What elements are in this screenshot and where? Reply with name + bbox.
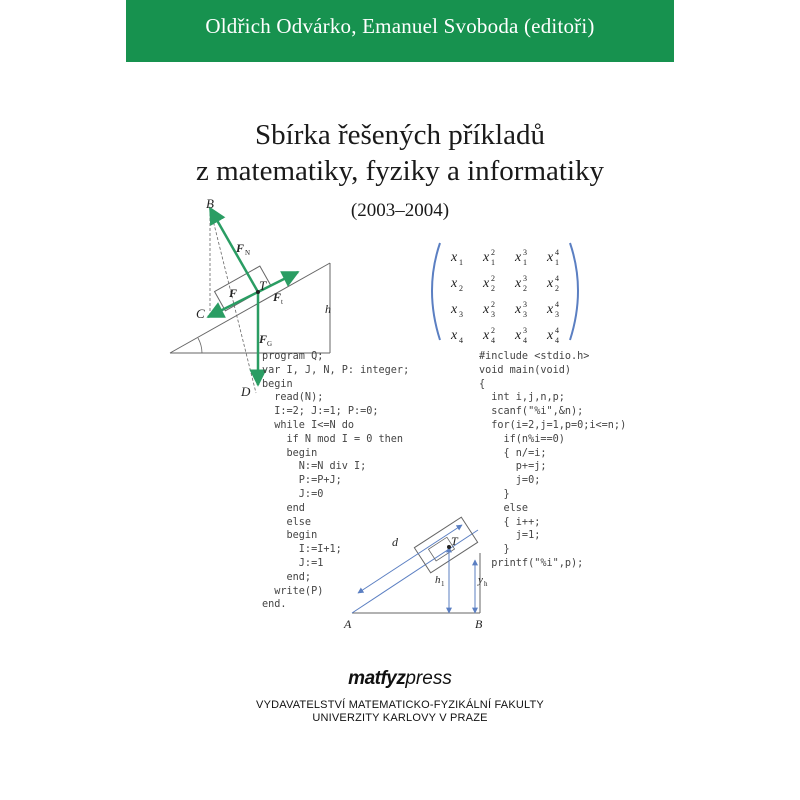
matrix-cell-subscript: 3: [555, 310, 559, 319]
matrix-cell: x: [547, 250, 554, 265]
label-d: d: [392, 535, 398, 549]
matrix-cell-exponent: 2: [491, 300, 495, 309]
matrix-cell-exponent: 4: [555, 248, 559, 257]
matrix-cell: x: [451, 250, 458, 265]
label-h1-sub: 1: [441, 580, 445, 588]
matrix-cell: x: [547, 276, 554, 291]
faculty-line-2: UNIVERZITY KARLOVY V PRAZE: [312, 712, 488, 724]
matrix-cell: x: [515, 276, 522, 291]
matrix-cell-subscript: 4: [459, 336, 463, 345]
matrix-cell: x: [515, 328, 522, 343]
label-D: D: [241, 384, 251, 399]
matrix-cell: x: [547, 328, 554, 343]
matrix-cell: x: [515, 302, 522, 317]
matrix-cell-subscript: 1: [555, 258, 559, 267]
label-B: B: [206, 196, 214, 211]
matrix-cell-subscript: 3: [523, 310, 527, 319]
label-A: A: [344, 617, 352, 631]
matrix-cell-exponent: 3: [523, 248, 527, 257]
book-title-line-1: Sbírka řešených příkladů: [255, 119, 545, 151]
label-FG-sub: G: [267, 340, 273, 348]
label-C: C: [196, 306, 205, 321]
matrix-cell-subscript: 3: [491, 310, 495, 319]
matrix-cell-subscript: 2: [555, 284, 559, 293]
matrix-cell: x: [547, 302, 554, 317]
label-F: F: [229, 286, 238, 300]
matrix-cell-exponent: 3: [523, 274, 527, 283]
matrix-cell-exponent: 2: [491, 274, 495, 283]
publisher-logo: [126, 668, 674, 690]
matrix-cell-exponent: 2: [491, 326, 495, 335]
matrix-cell: x: [483, 250, 490, 265]
matrix-cell: x: [451, 302, 458, 317]
label-Ft: F: [273, 290, 282, 304]
c-code: #include <stdio.h> void main(void) { int i,j,n,p; scanf("%i",&n); for(i=2,j=1,p=0;i<=n;) if(n%i==0) { n/=i; p+=j; j=0; } else { i++; j=1; } printf("%i",p);: [479, 351, 627, 569]
label-h1: h: [435, 574, 441, 586]
faculty-line-1: VYDAVATELSTVÍ MATEMATICKO-FYZIKÁLNÍ FAKULTY: [256, 699, 544, 711]
matrix-cell-subscript: 1: [459, 258, 463, 267]
matrix-cell-subscript: 1: [523, 258, 527, 267]
matrix-cell-exponent: 4: [555, 326, 559, 335]
matrix-cell: x: [515, 250, 522, 265]
matrix-cell-subscript: 2: [491, 284, 495, 293]
matrix-cell-subscript: 2: [523, 284, 527, 293]
label-FN-sub: N: [245, 249, 251, 257]
matrix-cell-subscript: 4: [523, 336, 527, 345]
label-FN: F: [236, 241, 245, 255]
matrix: [432, 243, 578, 345]
label-yh: y: [478, 574, 483, 586]
editors-line: Oldřich Odvárko, Emanuel Svoboda (editoři): [205, 14, 595, 38]
matrix-cell-exponent: 3: [523, 300, 527, 309]
matrix-cell-subscript: 1: [491, 258, 495, 267]
matrix-cell-exponent: 3: [523, 326, 527, 335]
publisher-bold: matfyz: [348, 668, 406, 689]
matrix-cell-subscript: 2: [459, 284, 463, 293]
publisher-italic: press: [405, 668, 452, 689]
matrix-cell-subscript: 3: [459, 310, 463, 319]
label-Ft-sub: t: [281, 298, 283, 306]
book-years: (2003–2004): [350, 200, 450, 221]
matrix-cell-subscript: 4: [555, 336, 559, 345]
label-yh-sub: h: [484, 580, 488, 588]
matrix-cell-subscript: 4: [491, 336, 495, 345]
label-h: h: [325, 302, 331, 316]
label-FG: F: [259, 332, 268, 346]
label-T-incline: T: [451, 534, 458, 548]
matrix-cell: x: [483, 276, 490, 291]
matrix-cell: x: [483, 302, 490, 317]
matrix-cell: x: [451, 328, 458, 343]
matrix-cell: x: [483, 328, 490, 343]
matrix-cell: x: [451, 276, 458, 291]
matrix-cell-exponent: 4: [555, 274, 559, 283]
label-T: T: [259, 278, 267, 293]
book-title-line-2: z matematiky, fyziky a informatiky: [195, 155, 604, 187]
matrix-cell-exponent: 2: [491, 248, 495, 257]
label-B-incline: B: [475, 617, 483, 631]
matrix-cell-exponent: 4: [555, 300, 559, 309]
book-cover: [126, 0, 674, 800]
pascal-code: program Q; var I, J, N, P: integer; begin read(N); I:=2; J:=1; P:=0; while I<=N do if N mod I = 0 then begin N:=N div I; P:=P+J; J:=0 end else begin I:=I+1; J:=1 end; write(P) end.: [262, 351, 410, 611]
